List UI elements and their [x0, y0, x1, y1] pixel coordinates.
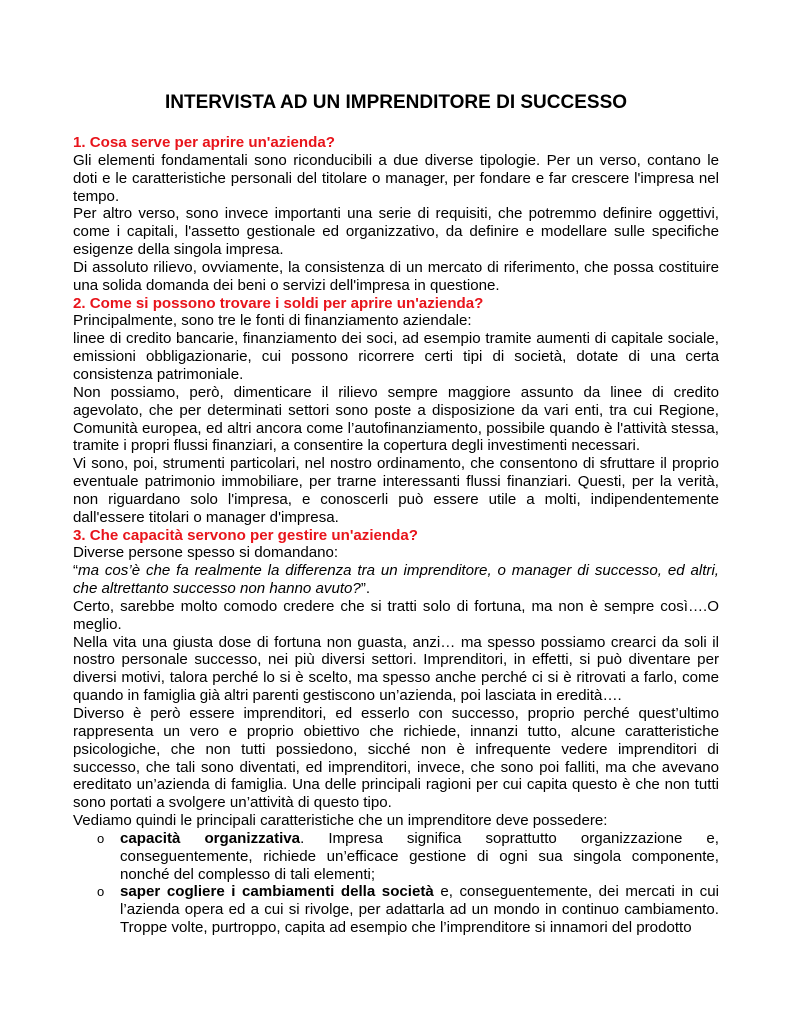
question-heading: 3. Che capacità servono per gestire un'azienda? — [73, 526, 418, 544]
quote-open-mark: “ — [73, 562, 79, 580]
list-item-bold: saper cogliere i cambiamenti della società — [120, 883, 434, 901]
paragraph: Diverse persone spesso si domandano: — [73, 544, 339, 562]
list-item-text: . Impresa significa soprattutto organizzazione e, conseguentemente, richiede un’efficace gestione di ogni sua singola componente, nonché del complesso di tali elementi; — [120, 829, 719, 883]
document-title: INTERVISTA AD UN IMPRENDITORE DI SUCCESSO — [164, 92, 628, 113]
paragraph: Certo, sarebbe molto comodo credere che si tratti solo di fortuna, ma non è sempre così….O meglio. — [73, 597, 719, 633]
list-item — [73, 830, 719, 884]
quote-paragraph — [73, 562, 719, 598]
section-2 — [73, 295, 719, 527]
paragraph: Principalmente, sono tre le fonti di finanziamento aziendale: — [73, 312, 472, 330]
section-1 — [73, 134, 719, 295]
list-item — [73, 883, 719, 937]
paragraph: Vi sono, poi, strumenti particolari, nel nostro ordinamento, che consentono di sfruttare il proprio eventuale patrimonio immobiliare, per trarne interessanti flussi finanziari. Questi, per la verità, non riguardano solo l'impresa, e conoscerli può essere utile a molti, indipendentemente dall'essere titolari o manager d'impresa. — [73, 455, 719, 526]
bullet-circle-icon: o — [97, 884, 105, 900]
quote-close-mark: ”. — [360, 580, 371, 598]
paragraph: Nella vita una giusta dose di fortuna non guasta, anzi… ma spesso possiamo crearci da soli il nostro personale successo, nei più diversi settori. Imprenditori, in effetti, si può diventare per diversi motivi, talora perché lo si è scelto, ma spesso anche perché ci si è ritrovati a farlo, come quando in famiglia già altri parenti gestiscono un’azienda, poi lasciata in eredità…. — [73, 633, 719, 705]
paragraph: Per altro verso, sono invece importanti una serie di requisiti, che potremmo definire oggettivi, come i capitali, l'assetto gestionale ed organizzativo, da definire e modellare sulle specifiche esigenze della singola impresa. — [73, 205, 719, 259]
list-item-bold: capacità organizzativa — [120, 829, 301, 847]
list-item-text: e, conseguentemente, dei mercati in cui l’azienda opera ed a cui si rivolge, per adattarla ad un mondo in continuo cambiamento. Troppe volte, purtroppo, capita ad esempio che l’imprenditore si innamori del prodotto — [120, 883, 719, 937]
paragraph: Non possiamo, però, dimenticare il rilievo sempre maggiore assunto da linee di credito agevolato, che per determinati settori sono poste a disposizione da vari enti, tra cui Regione, Comunità europea, ed altri ancora come l’autofinanziamento, possibile quando è l'attività stessa, tramite i propri flussi finanziari, a consentire la copertura degli investimenti necessari. — [73, 383, 719, 455]
document-page — [73, 92, 719, 937]
paragraph: Di assoluto rilievo, ovviamente, la consistenza di un mercato di riferimento, che possa costituire una solida domanda dei beni o servizi dell'impresa in questione. — [73, 258, 719, 294]
quote-text: ma cos’è che fa realmente la differenza tra un imprenditore, o manager di successo, ed altri, che altrettanto successo non hanno avuto? — [73, 562, 719, 598]
question-heading: 2. Come si possono trovare i soldi per aprire un'azienda? — [73, 294, 484, 312]
question-heading: 1. Cosa serve per aprire un'azienda? — [73, 134, 335, 151]
paragraph: linee di credito bancarie, finanziamento dei soci, ad esempio tramite aumenti di capitale sociale, emissioni obbligazionarie, cui possono ricorrere certi tipi di società, dotate di una certa consistenza patrimoniale. — [73, 330, 719, 383]
characteristics-list — [73, 830, 719, 937]
paragraph: Gli elementi fondamentali sono riconducibili a due diverse tipologie. Per un verso, contano le doti e le caratteristiche personali del titolare o manager, per fondare e far crescere l'impresa nel tempo. — [73, 151, 719, 205]
paragraph: Vediamo quindi le principali caratteristiche che un imprenditore deve possedere: — [73, 812, 608, 830]
section-3 — [73, 527, 719, 937]
paragraph: Diverso è però essere imprenditori, ed esserlo con successo, proprio perché quest’ultimo rappresenta un vero e proprio obiettivo che richiede, innanzi tutto, alcune caratteristiche psicologiche, che non tutti possiedono, sicché non è infrequente vedere imprenditori di successo, che tali sono diventati, ed imprenditori, invece, che sono poi falliti, ma che avevano ereditato un’azienda di famiglia. Una delle principali ragioni per cui capita questo è che non tutti sono portati a svolgere un’attività di questo tipo. — [73, 705, 719, 812]
bullet-circle-icon: o — [97, 830, 105, 846]
